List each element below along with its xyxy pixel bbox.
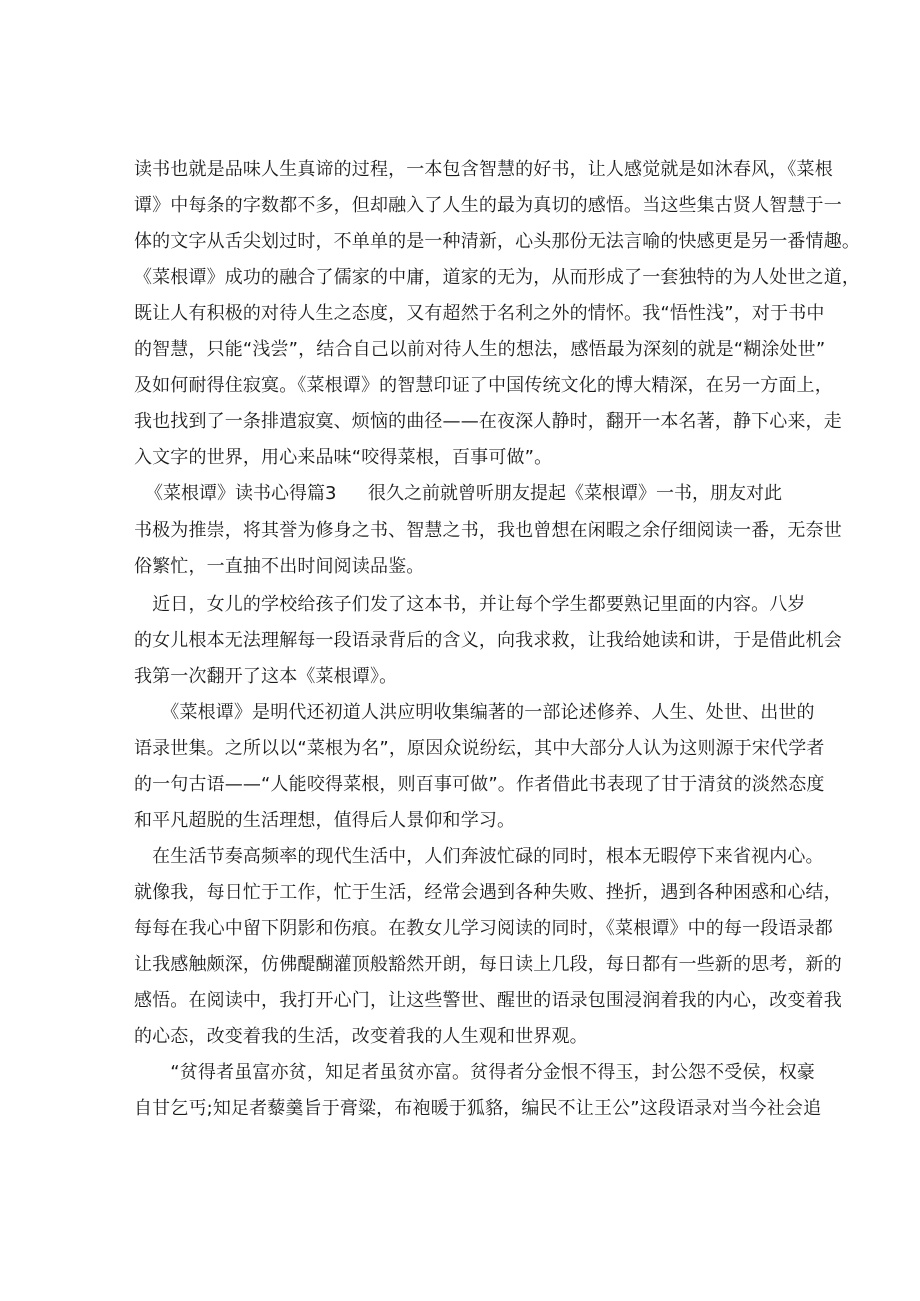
paragraph-line: 自甘乞丐;知足者藜羹旨于膏粱，布袍暖于狐貉，编民不让王公”这段语录对当今社会追 bbox=[134, 1098, 822, 1119]
paragraph-line: 入文字的世界，用心来品味“咬得菜根，百事可做”。 bbox=[134, 447, 553, 468]
paragraph-line: 和平凡超脱的生活理想，值得后人景仰和学习。 bbox=[134, 810, 516, 831]
paragraph-line: 的一句古语——“人能咬得菜根，则百事可做”。作者借此书表现了甘于清贫的淡然态度 bbox=[134, 774, 825, 795]
paragraph-line: 我第一次翻开了这本《菜根谭》。 bbox=[134, 666, 398, 687]
paragraph-line: 语录世集。之所以以“菜根为名”，原因众说纷纭，其中大部分人认为这则源于宋代学者 bbox=[134, 738, 825, 759]
paragraph-line: 读书也就是品味人生真谛的过程，一本包含智慧的好书，让人感觉就是如沐春风，《菜根 bbox=[134, 159, 833, 180]
paragraph-line: 《菜根谭》是明代还初道人洪应明收集编著的一部论述修养、人生、处世、出世的 bbox=[134, 702, 815, 723]
paragraph-line: 近日，女儿的学校给孩子们发了这本书，并让每个学生都要熟记里面的内容。八岁 bbox=[134, 594, 806, 615]
paragraph-line: 既让人有积极的对待人生之态度，又有超然于名利之外的情怀。我“悟性浅”，对于书中 bbox=[134, 303, 825, 324]
paragraph-line: 就像我，每日忙于工作，忙于生活，经常会遇到各种失败、挫折，遇到各种困惑和心结， bbox=[134, 882, 842, 903]
paragraph-line: 感悟。在阅读中，我打开心门，让这些警世、醒世的语录包围浸润着我的内心，改变着我 bbox=[134, 990, 842, 1011]
section-heading-continuation: 很久之前就曾听朋友提起《菜根谭》一书，朋友对此 bbox=[368, 483, 782, 504]
paragraph-line: “贫得者虽富亦贫，知足者虽贫亦富。贫得者分金恨不得玉，封公怨不受侯，权豪 bbox=[134, 1062, 816, 1083]
paragraph-line: 让我感触颇深，仿佛醍醐灌顶般豁然开朗，每日读上几段，每日都有一些新的思考，新的 bbox=[134, 954, 842, 975]
paragraph-line: 每每在我心中留下阴影和伤痕。在教女儿学习阅读的同时，《菜根谭》中的每一段语录都 bbox=[134, 918, 833, 939]
paragraph-line: 俗繁忙，一直抽不出时间阅读品鉴。 bbox=[134, 556, 425, 577]
paragraph-line: 及如何耐得住寂寞。《菜根谭》的智慧印证了中国传统文化的博大精深，在另一方面上， bbox=[134, 375, 833, 396]
paragraph-line: 在生活节奏高频率的现代生活中，人们奔波忙碌的同时，根本无暇停下来省视内心。 bbox=[134, 846, 824, 867]
paragraph-line: 的女儿根本无法理解每一段语录背后的含义，向我求救，让我给她读和讲，于是借此机会 bbox=[134, 630, 842, 651]
paragraph-line: 的心态，改变着我的生活，改变着我的人生观和世界观。 bbox=[134, 1026, 588, 1047]
paragraph-line: 书极为推崇，将其誉为修身之书、智慧之书，我也曾想在闲暇之余仔细阅读一番，无奈世 bbox=[134, 520, 842, 541]
paragraph-line: 谭》中每条的字数都不多，但却融入了人生的最为真切的感悟。当这些集古贤人智慧于一 bbox=[134, 195, 842, 216]
paragraph-line: 《菜根谭》成功的融合了儒家的中庸，道家的无为，从而形成了一套独特的为人处世之道， bbox=[134, 267, 860, 288]
paragraph-line: 的智慧，只能“浅尝”，结合自己以前对待人生的想法，感悟最为深刻的就是“糊涂处世” bbox=[134, 339, 826, 360]
paragraph-line: 我也找到了一条排遣寂寞、烦恼的曲径——在夜深人静时，翻开一本名著，静下心来，走 bbox=[134, 411, 842, 432]
section-heading-row bbox=[145, 479, 782, 509]
section-heading: 《菜根谭》读书心得篇3 bbox=[145, 483, 337, 504]
paragraph-line: 体的文字从舌尖划过时，不单单的是一种清新，心头那份无法言喻的快感更是另一番情趣。 bbox=[134, 231, 860, 252]
